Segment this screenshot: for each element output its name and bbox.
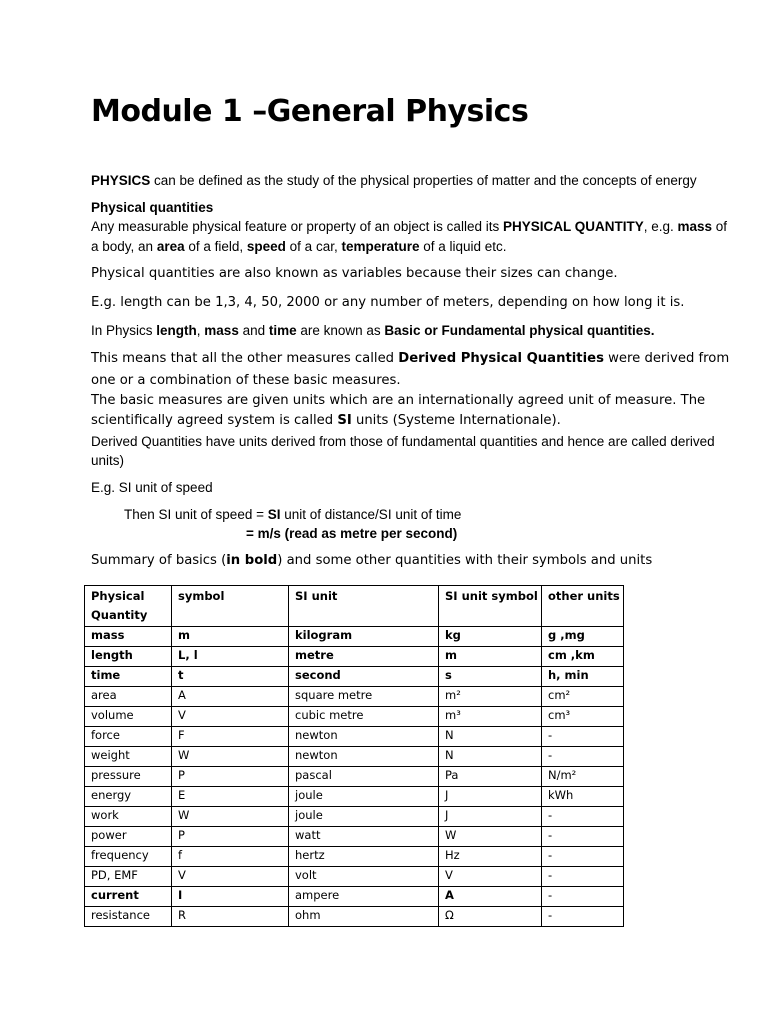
pq2-text-g: of a liquid etc. bbox=[419, 239, 507, 254]
table-cell: current bbox=[85, 887, 172, 907]
table-row bbox=[85, 727, 624, 747]
table-cell: joule bbox=[289, 807, 439, 827]
table-cell: PD, EMF bbox=[85, 867, 172, 887]
basic-text-h: Basic or Fundamental physical quantities. bbox=[384, 323, 655, 338]
derived-paragraph-line-1 bbox=[91, 351, 729, 366]
table-cell: I bbox=[172, 887, 289, 907]
table-cell: - bbox=[542, 747, 624, 767]
speed-example-line: E.g. SI unit of speed bbox=[91, 480, 213, 495]
table-cell: watt bbox=[289, 827, 439, 847]
pq2-text-f: temperature bbox=[341, 239, 420, 254]
table-cell: cubic metre bbox=[289, 707, 439, 727]
table-cell: Hz bbox=[439, 847, 542, 867]
table-cell: - bbox=[542, 867, 624, 887]
units-text-a: scientifically agreed system is called bbox=[91, 413, 338, 428]
table-cell: kilogram bbox=[289, 627, 439, 647]
table-cell: t bbox=[172, 667, 289, 687]
table-cell: energy bbox=[85, 787, 172, 807]
table-cell: - bbox=[542, 907, 624, 927]
table-cell: R bbox=[172, 907, 289, 927]
table-cell: N bbox=[439, 727, 542, 747]
basic-text-f: time bbox=[268, 323, 297, 338]
derived-text-a: This means that all the other measures called bbox=[91, 351, 399, 366]
basic-text-a: In Physics bbox=[91, 323, 157, 338]
table-cell: m³ bbox=[439, 707, 542, 727]
then-text-c: unit of distance/SI unit of time bbox=[280, 507, 462, 522]
table-cell: kWh bbox=[542, 787, 624, 807]
table-cell: J bbox=[439, 807, 542, 827]
speed-formula-line bbox=[124, 507, 461, 522]
table-cell: newton bbox=[289, 727, 439, 747]
table-row bbox=[85, 667, 624, 687]
table-cell: volume bbox=[85, 707, 172, 727]
speed-unit-line bbox=[246, 526, 457, 541]
units-paragraph-line-2 bbox=[91, 413, 561, 428]
table-cell: hertz bbox=[289, 847, 439, 867]
basic-text-c: , bbox=[196, 323, 205, 338]
table-cell: force bbox=[85, 727, 172, 747]
table-cell: f bbox=[172, 847, 289, 867]
table-cell: second bbox=[289, 667, 439, 687]
summary-text-a: Summary of basics ( bbox=[91, 553, 227, 568]
table-row bbox=[85, 767, 624, 787]
table-row bbox=[85, 847, 624, 867]
table-row bbox=[85, 907, 624, 927]
table-cell: W bbox=[172, 747, 289, 767]
table-cell: ohm bbox=[289, 907, 439, 927]
derived-units-line-2: units) bbox=[91, 453, 125, 468]
table-cell: s bbox=[439, 667, 542, 687]
table-cell: N bbox=[439, 747, 542, 767]
derived-units-line-1: Derived Quantities have units derived from those of fundamental quantities and hence are called derived bbox=[91, 434, 715, 449]
basic-text-g: are known as bbox=[296, 323, 385, 338]
table-cell: g ,mg bbox=[542, 627, 624, 647]
table-cell: frequency bbox=[85, 847, 172, 867]
table-cell: m bbox=[439, 647, 542, 667]
basic-quantities-paragraph bbox=[91, 323, 655, 338]
pq-text-c: , e.g. bbox=[643, 219, 678, 234]
then-text-a: Then SI unit of speed = bbox=[124, 507, 268, 522]
table-cell: - bbox=[542, 847, 624, 867]
table-cell: kg bbox=[439, 627, 542, 647]
table-cell: length bbox=[85, 647, 172, 667]
table-cell: W bbox=[172, 807, 289, 827]
header-cell: other units bbox=[542, 586, 624, 627]
then-text-b: SI bbox=[267, 507, 281, 522]
units-text-c: units (Systeme Internationale). bbox=[351, 413, 561, 428]
table-cell: pressure bbox=[85, 767, 172, 787]
units-text-b: SI bbox=[337, 413, 352, 428]
header-cell: SI unit bbox=[289, 586, 439, 627]
table-cell: V bbox=[172, 867, 289, 887]
speed-unit-text: = m/s (read as metre per second) bbox=[246, 526, 458, 541]
table-cell: mass bbox=[85, 627, 172, 647]
table-cell: area bbox=[85, 687, 172, 707]
pq-text-a: Any measurable physical feature or property of an object is called its bbox=[91, 219, 503, 234]
table-cell: V bbox=[172, 707, 289, 727]
table-cell: E bbox=[172, 787, 289, 807]
table-cell: Ω bbox=[439, 907, 542, 927]
summary-text-c: ) and some other quantities with their symbols and units bbox=[277, 553, 653, 568]
table-cell: power bbox=[85, 827, 172, 847]
table-cell: P bbox=[172, 827, 289, 847]
table-cell: J bbox=[439, 787, 542, 807]
derived-text-b: Derived Physical Quantities bbox=[398, 351, 604, 366]
pq-text-b: PHYSICAL QUANTITY bbox=[502, 219, 644, 234]
table-cell: m bbox=[172, 627, 289, 647]
table-row bbox=[85, 827, 624, 847]
pq2-text-a: a body, an bbox=[91, 239, 157, 254]
pq2-text-c: of a field, bbox=[184, 239, 247, 254]
table-row bbox=[85, 887, 624, 907]
table-row bbox=[85, 867, 624, 887]
intro-term: PHYSICS bbox=[91, 173, 151, 188]
table-cell: P bbox=[172, 767, 289, 787]
table-cell: cm³ bbox=[542, 707, 624, 727]
variables-paragraph: Physical quantities are also known as variables because their sizes can change. bbox=[91, 266, 618, 281]
table-header-row bbox=[85, 586, 624, 627]
intro-paragraph bbox=[91, 173, 697, 188]
table-cell: cm² bbox=[542, 687, 624, 707]
pq-text-e: of bbox=[712, 219, 728, 234]
table-cell: pascal bbox=[289, 767, 439, 787]
page-title: Module 1 –General Physics bbox=[91, 94, 529, 129]
table-cell: m² bbox=[439, 687, 542, 707]
table-cell: L, l bbox=[172, 647, 289, 667]
table-cell: ampere bbox=[289, 887, 439, 907]
length-example-paragraph: E.g. length can be 1,3, 4, 50, 2000 or any number of meters, depending on how long it is. bbox=[91, 295, 685, 310]
pq2-text-d: speed bbox=[246, 239, 286, 254]
table-cell: work bbox=[85, 807, 172, 827]
table-row bbox=[85, 747, 624, 767]
physical-quantities-heading bbox=[91, 200, 213, 215]
table-cell: time bbox=[85, 667, 172, 687]
table-row bbox=[85, 787, 624, 807]
table-row bbox=[85, 807, 624, 827]
derived-text-c: were derived from bbox=[603, 351, 730, 366]
table-cell: A bbox=[172, 687, 289, 707]
summary-text-b: in bold bbox=[226, 553, 278, 568]
table-cell: N/m² bbox=[542, 767, 624, 787]
header-cell: SI unit symbol bbox=[439, 586, 542, 627]
table-row bbox=[85, 707, 624, 727]
table-cell: F bbox=[172, 727, 289, 747]
table-cell: W bbox=[439, 827, 542, 847]
physical-quantities-heading-text: Physical quantities bbox=[91, 200, 214, 215]
table-cell: - bbox=[542, 807, 624, 827]
table-cell: joule bbox=[289, 787, 439, 807]
table-cell: A bbox=[439, 887, 542, 907]
summary-caption bbox=[91, 553, 652, 568]
table-cell: - bbox=[542, 887, 624, 907]
pq-definition-line-1 bbox=[91, 219, 727, 234]
intro-text: can be defined as the study of the physical properties of matter and the concepts of energy bbox=[150, 173, 697, 188]
table-cell: metre bbox=[289, 647, 439, 667]
pq2-text-e: of a car, bbox=[285, 239, 342, 254]
table-cell: square metre bbox=[289, 687, 439, 707]
header-cell: symbol bbox=[172, 586, 289, 627]
table-cell: - bbox=[542, 727, 624, 747]
table-cell: cm ,km bbox=[542, 647, 624, 667]
table-row bbox=[85, 687, 624, 707]
table-cell: Pa bbox=[439, 767, 542, 787]
table-cell: V bbox=[439, 867, 542, 887]
table-cell: resistance bbox=[85, 907, 172, 927]
table-cell: weight bbox=[85, 747, 172, 767]
table-cell: volt bbox=[289, 867, 439, 887]
basic-text-e: and bbox=[238, 323, 269, 338]
basic-text-b: length bbox=[156, 323, 197, 338]
derived-paragraph-line-2: one or a combination of these basic measures. bbox=[91, 373, 401, 388]
units-paragraph-line-1: The basic measures are given units which are an internationally agreed unit of measure. The bbox=[91, 393, 706, 408]
quantities-table bbox=[84, 585, 624, 927]
header-cell: Physical Quantity bbox=[85, 586, 172, 627]
basic-text-d: mass bbox=[204, 323, 239, 338]
table-row bbox=[85, 647, 624, 667]
pq-definition-line-2 bbox=[91, 239, 507, 254]
table-cell: - bbox=[542, 827, 624, 847]
pq-text-d: mass bbox=[677, 219, 713, 234]
pq2-text-b: area bbox=[156, 239, 185, 254]
table-cell: h, min bbox=[542, 667, 624, 687]
table-cell: newton bbox=[289, 747, 439, 767]
table-row bbox=[85, 627, 624, 647]
